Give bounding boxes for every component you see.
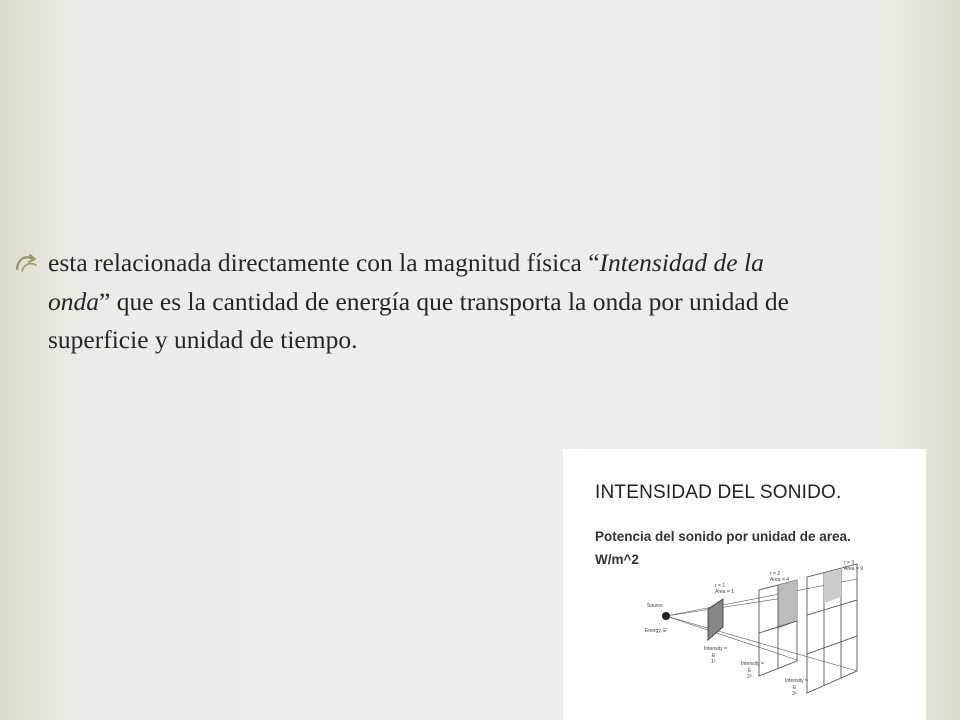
label-source: Source xyxy=(647,603,663,609)
curved-arrow-bullet-icon xyxy=(14,252,40,274)
inverse-square-diagram xyxy=(563,449,926,720)
paragraph-text xyxy=(48,244,814,360)
label-area1: Area = 1 xyxy=(715,589,735,595)
label-frac-top-2: E xyxy=(748,668,752,674)
label-intensity-3: Intensity = xyxy=(785,678,808,684)
label-r1: r = 1 xyxy=(715,583,726,589)
area-square-3 xyxy=(807,564,857,693)
label-r2: r = 2 xyxy=(770,571,781,577)
sound-source-dot xyxy=(662,612,670,620)
text-italic-term: Intensidad de la onda xyxy=(48,248,764,316)
label-area3: Area = 9 xyxy=(844,566,864,572)
bullet-paragraph xyxy=(14,244,814,360)
label-energy: Energy, E xyxy=(645,628,667,634)
figure-subtitle: Potencia del sonido por unidad de area. xyxy=(595,529,851,544)
intensity-diagram-image xyxy=(563,449,926,720)
label-intensity-2: Intensity = xyxy=(741,661,764,667)
label-den-1: 1² xyxy=(711,659,716,665)
label-frac-top-3: E xyxy=(793,685,797,691)
label-intensity-1: Intensity = xyxy=(704,646,727,652)
figure-units: W/m^2 xyxy=(595,552,639,567)
label-den-3: 3² xyxy=(792,691,797,697)
area-square-2 xyxy=(759,580,797,676)
label-frac-top-1: E xyxy=(712,653,716,659)
area-square-1 xyxy=(708,599,723,640)
label-den-2: 2² xyxy=(747,674,752,680)
text-part-1: esta relacionada directamente con la magnitud física “ xyxy=(48,248,600,277)
figure-title: INTENSIDAD DEL SONIDO. xyxy=(595,482,842,503)
text-part-2: ” que es la cantidad de energía que transporta la onda por unidad de superficie y unidad de tiempo. xyxy=(48,286,789,354)
label-r3: r = 3 xyxy=(844,560,855,566)
label-area2: Area = 4 xyxy=(770,577,790,583)
